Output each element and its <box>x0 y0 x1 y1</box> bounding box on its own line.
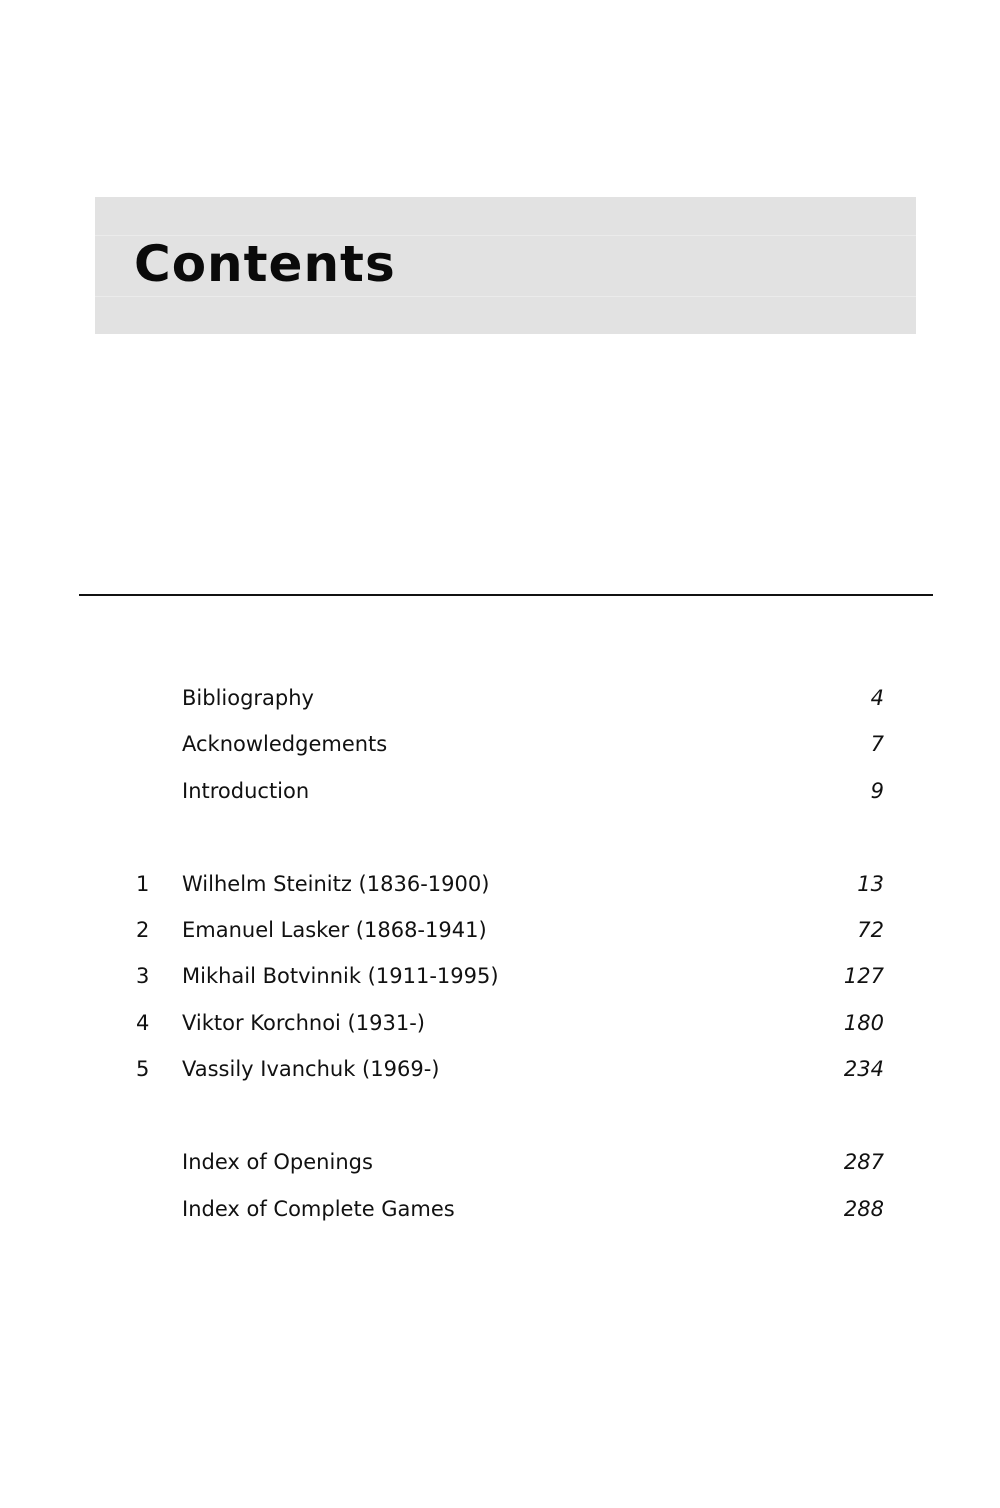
toc-entry-page: 234 <box>843 1057 884 1081</box>
toc-entry-page: 127 <box>843 964 884 988</box>
toc-entry-label: Wilhelm Steinitz (1836-1900) <box>182 872 490 896</box>
toc-entry-label: Emanuel Lasker (1868-1941) <box>182 918 487 942</box>
toc-chapter-4[interactable] <box>0 1007 1000 1039</box>
toc-entry-page: 288 <box>843 1197 884 1221</box>
toc-entry-page: 13 <box>857 872 884 896</box>
toc-chapter-1[interactable] <box>0 868 1000 900</box>
toc-entry-introduction[interactable] <box>0 775 1000 807</box>
page-title: Contents <box>134 235 396 293</box>
toc-entry-label: Introduction <box>182 779 310 803</box>
toc-entry-page: 4 <box>870 686 884 710</box>
toc-entry-label: Index of Openings <box>182 1150 373 1174</box>
toc-entry-index-of-openings[interactable] <box>0 1146 1000 1178</box>
toc-entry-index-of-complete-games[interactable] <box>0 1193 1000 1225</box>
toc-entry-page: 7 <box>870 732 884 756</box>
toc-entry-page: 287 <box>843 1150 884 1174</box>
toc-entry-label: Index of Complete Games <box>182 1197 455 1221</box>
chapter-number: 1 <box>136 872 150 896</box>
title-band <box>95 197 916 334</box>
toc-entry-label: Mikhail Botvinnik (1911-1995) <box>182 964 499 988</box>
toc-entry-page: 180 <box>843 1011 884 1035</box>
chapter-number: 2 <box>136 918 150 942</box>
toc-entry-bibliography[interactable] <box>0 682 1000 714</box>
chapter-number: 5 <box>136 1057 150 1081</box>
toc-entry-label: Bibliography <box>182 686 314 710</box>
toc-chapter-2[interactable] <box>0 914 1000 946</box>
horizontal-rule <box>79 594 933 596</box>
toc-chapter-3[interactable] <box>0 960 1000 992</box>
chapter-number: 3 <box>136 964 150 988</box>
toc-chapter-5[interactable] <box>0 1053 1000 1085</box>
toc-entry-page: 72 <box>857 918 884 942</box>
toc-entry-label: Vassily Ivanchuk (1969-) <box>182 1057 440 1081</box>
toc-entry-label: Acknowledgements <box>182 732 388 756</box>
toc-entry-page: 9 <box>870 779 884 803</box>
chapter-number: 4 <box>136 1011 150 1035</box>
toc-entry-acknowledgements[interactable] <box>0 728 1000 760</box>
toc-entry-label: Viktor Korchnoi (1931-) <box>182 1011 425 1035</box>
